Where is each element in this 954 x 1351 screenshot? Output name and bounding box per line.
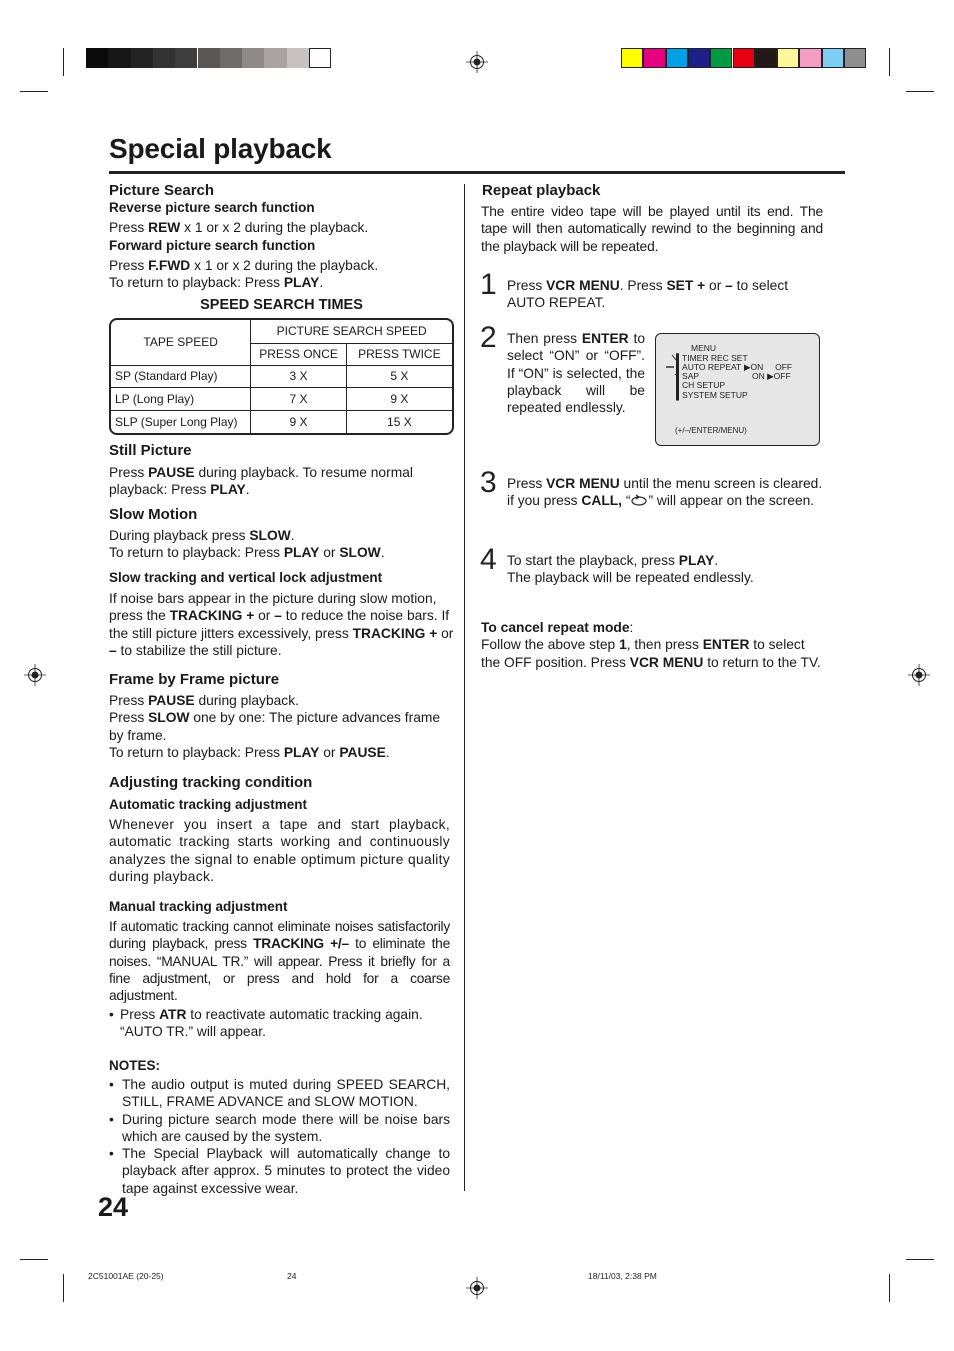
table-header-press-twice: PRESS TWICE xyxy=(346,343,452,365)
gray-swatch xyxy=(220,48,242,68)
registration-mark-icon xyxy=(466,1277,488,1299)
cancel-repeat-section: To cancel repeat mode: Follow the above step 1, then press ENTER to select the OFF position. Press VCR MENU to return to the TV. xyxy=(481,619,826,671)
auto-tracking-heading: Automatic tracking adjustment xyxy=(109,797,308,812)
footer-code: 2C51001AE (20-25) xyxy=(88,1271,164,1281)
page-number: 24 xyxy=(98,1192,129,1222)
page-title: Special playback xyxy=(109,133,332,164)
step-3-text: Press VCR MENU until the menu screen is cleared. if you press CALL, “ ” will appear on the screen. xyxy=(507,476,823,509)
gray-swatch xyxy=(86,48,108,68)
step-number: 1 xyxy=(480,268,497,301)
still-picture-text: Press PAUSE during playback. To resume normal playback: Press PLAY. xyxy=(109,465,413,498)
color-swatch xyxy=(710,48,732,68)
gray-swatch xyxy=(198,48,220,68)
step-1-text: Press VCR MENU. Press SET + or – to select AUTO REPEAT. xyxy=(507,278,789,311)
atr-bullet-list xyxy=(109,1006,450,1041)
column-divider xyxy=(464,184,465,1191)
speed-search-heading: SPEED SEARCH TIMES xyxy=(200,297,363,313)
crop-mark xyxy=(889,1274,890,1302)
auto-tracking-text: Whenever you insert a tape and start playback, automatic tracking starts working and continuously analyzes the signal to enable optimum picture quality during playback. xyxy=(109,817,450,884)
step-number: 2 xyxy=(480,321,497,354)
color-swatch xyxy=(666,48,688,68)
crop-mark xyxy=(906,1259,934,1260)
color-swatch xyxy=(688,48,710,68)
title-rule xyxy=(109,171,845,174)
crop-mark xyxy=(889,48,890,76)
sap-options: ON ▶OFF xyxy=(752,371,791,381)
footer-timestamp: 18/11/03, 2:38 PM xyxy=(588,1271,657,1281)
crop-mark xyxy=(63,48,64,76)
color-swatch xyxy=(733,48,755,68)
cancel-repeat-text: Follow the above step 1, then press ENTER to select the OFF position. Press VCR MENU to return to the TV. xyxy=(481,637,821,670)
color-swatch xyxy=(643,48,665,68)
notes-heading: NOTES: xyxy=(109,1058,161,1073)
cancel-repeat-heading: To cancel repeat mode xyxy=(481,620,630,635)
table-header-picture-search-speed: PICTURE SEARCH SPEED xyxy=(251,320,452,343)
slow-tracking-text: If noise bars appear in the picture during slow motion, press the TRACKING + or – to reduce the noise bars. If the still picture jitters excessively, press TRACKING + or – to stabilize the still picture. xyxy=(109,591,454,658)
crop-mark xyxy=(63,1274,64,1302)
table-row: LP (Long Play) 7 X 9 X xyxy=(111,388,452,411)
auto-repeat-options: ▶ON OFF xyxy=(744,362,793,372)
step-2-text: Then press ENTER to select “ON” or “OFF”. If “ON” is selected, the playback will be repeated endlessly. xyxy=(507,331,645,416)
color-swatch xyxy=(621,48,643,68)
list-item: • Press ATR to reactivate automatic tracking again. “AUTO TR.” will appear. xyxy=(109,1006,450,1041)
gray-swatch xyxy=(153,48,175,68)
color-swatch xyxy=(844,48,866,68)
manual-tracking-heading: Manual tracking adjustment xyxy=(109,899,288,914)
repeat-symbol-icon xyxy=(630,494,648,506)
gray-swatch xyxy=(131,48,153,68)
gray-swatch xyxy=(242,48,264,68)
gray-swatch xyxy=(175,48,197,68)
step-4-text: To start the playback, press PLAY. The playback will be repeated endlessly. xyxy=(507,553,754,586)
color-swatch xyxy=(822,48,844,68)
frame-by-frame-heading: Frame by Frame picture xyxy=(109,671,280,688)
manual-tracking-text: If automatic tracking cannot eliminate noises satisfactorily during playback, press TRACKING +/– to eliminate the noises. “MANUAL TR.” will appear. Press it briefly for a fine adjustment, or press and hold for a coarse adjustment. xyxy=(109,919,450,1004)
slow-motion-text: During playback press SLOW. To return to playback: Press PLAY or SLOW. xyxy=(109,528,385,561)
gray-swatch xyxy=(264,48,286,68)
slow-motion-heading: Slow Motion xyxy=(109,506,198,523)
table-header-tape-speed: TAPE SPEED xyxy=(111,320,251,365)
step-number: 4 xyxy=(480,543,497,576)
footer-page: 24 xyxy=(287,1271,297,1281)
crop-mark xyxy=(20,1259,48,1260)
crop-mark xyxy=(906,91,934,92)
slow-tracking-heading: Slow tracking and vertical lock adjustment xyxy=(109,570,383,585)
crop-mark xyxy=(20,91,48,92)
gray-swatch xyxy=(108,48,130,68)
table-row: SLP (Super Long Play) 9 X 15 X xyxy=(111,411,452,433)
return-to-playback-text: To return to playback: Press PLAY. xyxy=(109,275,324,290)
notes-list xyxy=(109,1076,450,1197)
reverse-search-text: Press REW x 1 or x 2 during the playback. xyxy=(109,220,369,235)
repeat-playback-intro: The entire video tape will be played until its end. The tape will then automatically rewind to the beginning and the playback will be repeated. xyxy=(481,204,823,254)
registration-mark-icon xyxy=(908,664,930,686)
list-item: • During picture search mode there will be noise bars which are caused by the system. xyxy=(109,1111,450,1146)
forward-search-text: Press F.FWD x 1 or x 2 during the playback. xyxy=(109,258,379,273)
list-item: • The audio output is muted during SPEED SEARCH, STILL, FRAME ADVANCE and SLOW MOTION. xyxy=(109,1076,450,1111)
registration-mark-icon xyxy=(466,51,488,73)
menu-item: ▌SYSTEM SETUP xyxy=(676,390,748,400)
color-swatch xyxy=(755,48,777,68)
menu-item: ▌CH SETUP xyxy=(676,380,726,390)
tv-menu-screen xyxy=(655,333,820,446)
list-item: • The Special Playback will automatically change to playback after approx. 5 minutes to protect the video tape against excessive wear. xyxy=(109,1145,450,1197)
repeat-playback-heading: Repeat playback xyxy=(482,182,601,199)
tracking-heading: Adjusting tracking condition xyxy=(109,774,313,791)
frame-by-frame-text: Press PAUSE during playback. Press SLOW one by one: The picture advances frame by frame. To return to playback: Press PLAY or PAUSE. xyxy=(109,693,441,760)
color-swatch xyxy=(777,48,799,68)
step-number: 3 xyxy=(480,466,497,499)
gray-swatch xyxy=(309,48,331,68)
table-header-press-once: PRESS ONCE xyxy=(251,343,346,365)
menu-item: ▌AUTO REPEAT xyxy=(676,362,742,372)
reverse-search-heading: Reverse picture search function xyxy=(109,200,315,215)
picture-search-heading: Picture Search xyxy=(109,182,215,199)
speed-search-table xyxy=(109,318,454,435)
gray-swatch xyxy=(287,48,309,68)
color-swatch xyxy=(799,48,821,68)
menu-title: MENU xyxy=(691,343,717,353)
table-row: SP (Standard Play) 3 X 5 X xyxy=(111,365,452,388)
forward-search-heading: Forward picture search function xyxy=(109,238,316,253)
registration-mark-icon xyxy=(24,664,46,686)
menu-item: ▌TIMER REC SET xyxy=(676,353,748,363)
still-picture-heading: Still Picture xyxy=(109,442,192,459)
menu-item: ▌SAP xyxy=(676,371,700,381)
menu-hint: (+/–/ENTER/MENU) xyxy=(675,426,747,435)
